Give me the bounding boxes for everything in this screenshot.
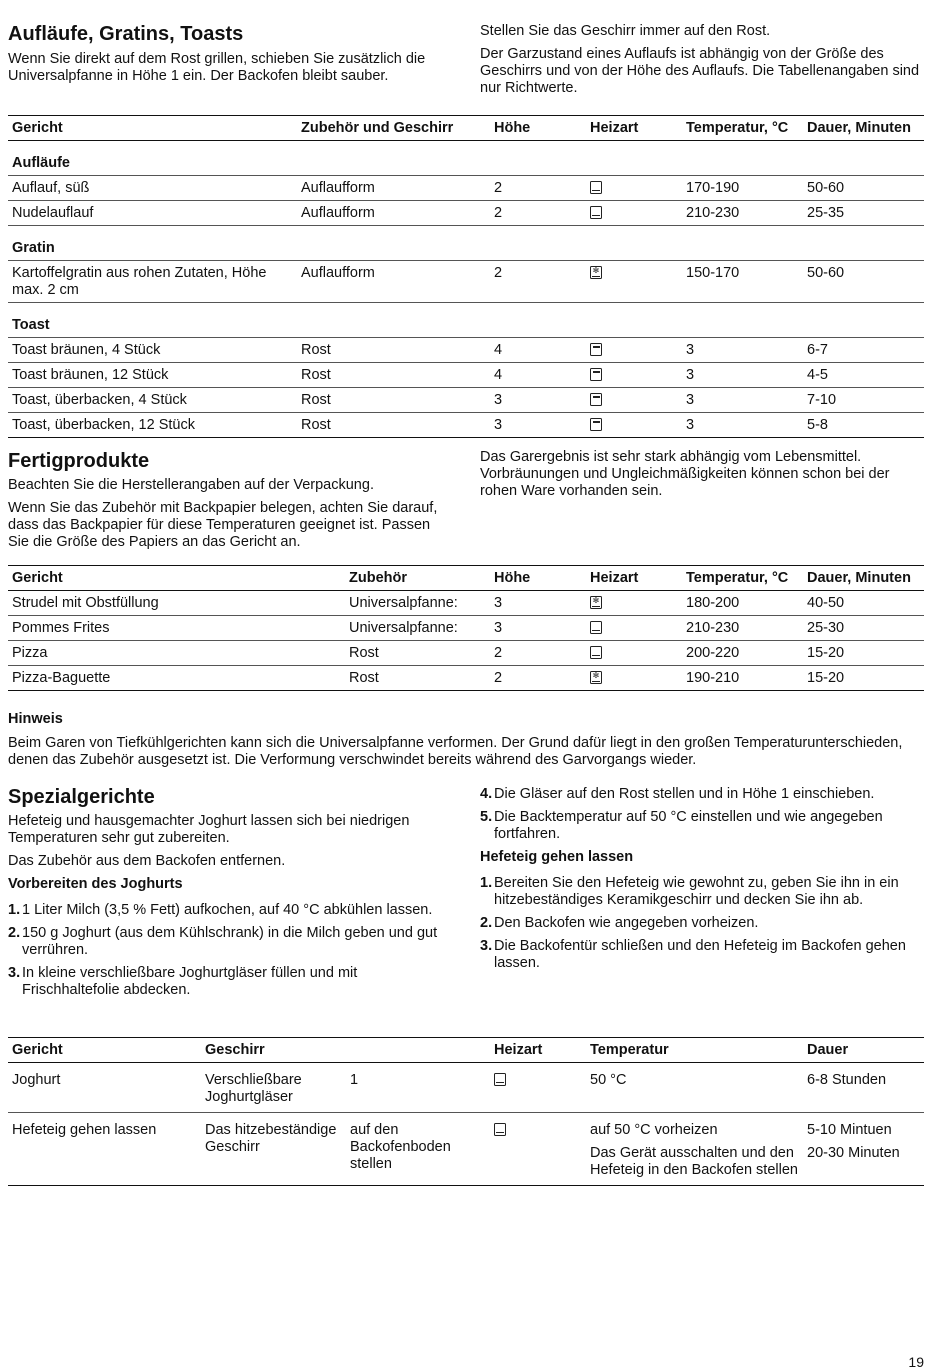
cell-duration: 50-60 [803, 261, 924, 303]
note-title: Hinweis [8, 711, 63, 727]
cell-dish: Pizza [8, 641, 345, 666]
section-title-spezial: Spezialgerichte [8, 786, 155, 808]
cell-temperature: 3 [682, 413, 803, 438]
cell-temperature: 3 [682, 363, 803, 388]
step-number: 5. [480, 809, 493, 825]
cell-heating-mode [586, 641, 682, 666]
cell-dish: Pommes Frites [8, 616, 345, 641]
cell-accessory: Universalpfanne: [345, 591, 490, 616]
cell-level: 3 [490, 388, 586, 413]
column-header: Heizart [586, 566, 682, 591]
cell-duration: 50-60 [803, 176, 924, 201]
step-number: 1. [480, 875, 493, 891]
cell-dish: Toast bräunen, 4 Stück [8, 338, 297, 363]
column-header: Höhe [490, 566, 586, 591]
step-item [8, 902, 448, 919]
table-row [8, 176, 924, 201]
column-header: Temperatur [586, 1038, 803, 1063]
steps-joghurt-cont [480, 786, 926, 843]
intro-text: Stellen Sie das Geschirr immer auf den Rost. [480, 23, 771, 39]
spezial-right [480, 786, 926, 978]
cell-accessory: Rost [297, 363, 490, 388]
cell-dish: Toast, überbacken, 4 Stück [8, 388, 297, 413]
cell-duration [803, 1113, 924, 1186]
cell-heating-mode [586, 176, 682, 201]
cell-dish: Kartoffelgratin aus rohen Zutaten, Höhe max. 2 cm [8, 261, 297, 303]
step-number: 3. [480, 938, 493, 954]
cell-accessory: Rost [297, 413, 490, 438]
table-row [8, 338, 924, 363]
cell-heating-mode [586, 363, 682, 388]
column-header: Heizart [490, 1038, 586, 1063]
intro-text: Wenn Sie das Zubehör mit Backpapier belegen, achten Sie darauf, dass das Backpapier für diese Temperaturen geeignet ist. Passen Sie die Größe des Papiers an das Gericht an. [8, 500, 438, 550]
cell-duration: 4-5 [803, 363, 924, 388]
bottom-heat-icon [590, 621, 602, 634]
cell-accessory: Auflaufform [297, 201, 490, 226]
column-header: Zubehör [345, 566, 490, 591]
step-text: 150 g Joghurt (aus dem Kühlschrank) in die Milch geben und gut verrühren. [22, 925, 438, 958]
gratin-table [8, 115, 924, 438]
table-row [8, 1113, 924, 1186]
bottom-heat-icon [590, 646, 602, 659]
duration-value: 5-10 Mintuen [807, 1122, 892, 1138]
cell-position: 1 [346, 1063, 490, 1113]
cell-temperature: 3 [682, 338, 803, 363]
table-row [8, 363, 924, 388]
group-label: Aufläufe [8, 141, 924, 176]
cell-duration: 5-8 [803, 413, 924, 438]
intro-text: Beachten Sie die Herstellerangaben auf der Verpackung. [8, 477, 374, 493]
intro-left-gratins [8, 51, 448, 91]
duration-value: 6-8 Stunden [807, 1072, 887, 1088]
step-number: 2. [480, 915, 493, 931]
cell-heating-mode [586, 616, 682, 641]
cell-position: auf den Backofenboden stellen [346, 1113, 490, 1186]
column-header: Dauer [803, 1038, 924, 1063]
step-text: 1 Liter Milch (3,5 % Fett) aufkochen, auf 40 °C abkühlen lassen. [22, 902, 433, 918]
table-row [8, 261, 924, 303]
column-header: Dauer, Minuten [803, 116, 924, 141]
note-text: Beim Garen von Tiefkühlgerichten kann sich die Universalpfanne verformen. Der Grund dafür liegt in den großen Temperaturunterschieden, denen das Zubehör ausgesetzt ist. Die Verformung verschwindet bereits während des Garvorgangs wieder. [8, 735, 903, 768]
column-header: Höhe [490, 116, 586, 141]
cell-temperature: 210-230 [682, 201, 803, 226]
cell-heating-mode [586, 413, 682, 438]
cell-level: 2 [490, 176, 586, 201]
temperature-value: 50 °C [590, 1072, 627, 1088]
table-row [8, 388, 924, 413]
cell-temperature: 180-200 [682, 591, 803, 616]
cell-dish: Auflauf, süß [8, 176, 297, 201]
cell-accessory: Universalpfanne: [345, 616, 490, 641]
cell-level: 2 [490, 641, 586, 666]
bottom-heat-icon [590, 181, 602, 194]
table-row [8, 1063, 924, 1113]
temperature-value-2: Das Gerät ausschalten und den Hefeteig in den Backofen stellen [590, 1145, 798, 1178]
table-row [8, 413, 924, 438]
cell-container: Das hitzebeständige Geschirr [201, 1113, 346, 1186]
cell-level: 3 [490, 591, 586, 616]
step-item [480, 786, 926, 803]
cell-dish: Strudel mit Obstfüllung [8, 591, 345, 616]
grill-icon [590, 393, 602, 406]
bottom-heat-icon [494, 1073, 506, 1086]
fan-heat-icon [590, 671, 602, 684]
section-title-gratins: Aufläufe, Gratins, Toasts [8, 23, 244, 45]
column-header: Temperatur, °C [682, 116, 803, 141]
cell-dish: Joghurt [8, 1063, 201, 1113]
cell-accessory: Auflaufform [297, 261, 490, 303]
cell-temperature [586, 1113, 803, 1186]
cell-dish: Nudelauflauf [8, 201, 297, 226]
bottom-heat-icon [494, 1123, 506, 1136]
cell-level: 2 [490, 666, 586, 691]
cell-level: 4 [490, 363, 586, 388]
cell-heating-mode [586, 261, 682, 303]
spezial-table [8, 1037, 924, 1186]
step-number: 2. [8, 925, 21, 941]
group-label: Gratin [8, 226, 924, 261]
step-item [480, 875, 926, 909]
cell-duration: 15-20 [803, 641, 924, 666]
cell-accessory: Rost [345, 666, 490, 691]
column-header [346, 1038, 490, 1063]
section-title-fertigprodukte: Fertigprodukte [8, 450, 150, 472]
cell-dish: Toast bräunen, 12 Stück [8, 363, 297, 388]
intro-text: Das Zubehör aus dem Backofen entfernen. [8, 853, 286, 869]
cell-level: 2 [490, 201, 586, 226]
grill-icon [590, 368, 602, 381]
fan-heat-icon [590, 596, 602, 609]
step-text: Den Backofen wie angegeben vorheizen. [494, 915, 759, 931]
cell-dish: Pizza-Baguette [8, 666, 345, 691]
group-row [8, 226, 924, 261]
cell-heating-mode [586, 666, 682, 691]
cell-accessory: Rost [297, 388, 490, 413]
cell-accessory: Auflaufform [297, 176, 490, 201]
temperature-value: auf 50 °C vorheizen [590, 1122, 718, 1138]
column-header: Temperatur, °C [682, 566, 803, 591]
cell-level: 4 [490, 338, 586, 363]
column-header: Zubehör und Geschirr [297, 116, 490, 141]
bottom-heat-icon [590, 206, 602, 219]
intro-text: Das Garergebnis ist sehr stark abhängig vom Lebensmittel. Vorbräunungen und Ungleichmäßigkeiten können schon bei der rohen Ware vorhanden sein. [480, 449, 890, 499]
intro-right-gratins [480, 23, 920, 103]
cell-accessory: Rost [297, 338, 490, 363]
duration-value-2: 20-30 Minuten [807, 1145, 900, 1161]
step-text: Bereiten Sie den Hefeteig wie gewohnt zu, geben Sie ihn in ein hitzebeständiges Keramikgeschirr und decken Sie ihn ab. [494, 875, 899, 908]
intro-text: Hefeteig und hausgemachter Joghurt lassen sich bei niedrigen Temperaturen sehr gut zubereiten. [8, 813, 410, 846]
cell-duration: 25-30 [803, 616, 924, 641]
cell-duration [803, 1063, 924, 1113]
step-text: Die Backofentür schließen und den Hefeteig im Backofen gehen lassen. [494, 938, 906, 971]
group-label: Toast [8, 303, 924, 338]
column-header: Gericht [8, 116, 297, 141]
cell-temperature: 3 [682, 388, 803, 413]
cell-temperature [586, 1063, 803, 1113]
intro-text: Wenn Sie direkt auf dem Rost grillen, schieben Sie zusätzlich die Universalpfanne in Höhe 1 ein. Der Backofen bleibt sauber. [8, 51, 426, 84]
step-item [8, 925, 448, 959]
intro-left-fertig [8, 477, 448, 557]
cell-accessory: Rost [345, 641, 490, 666]
column-header: Gericht [8, 1038, 201, 1063]
cell-container: Verschließbare Joghurtgläser [201, 1063, 346, 1113]
intro-right-fertig [480, 449, 920, 506]
column-header: Gericht [8, 566, 345, 591]
table-row [8, 666, 924, 691]
cell-duration: 15-20 [803, 666, 924, 691]
cell-temperature: 210-230 [682, 616, 803, 641]
step-item [480, 809, 926, 843]
page-number: 19 [908, 1354, 924, 1370]
cell-level: 2 [490, 261, 586, 303]
cell-duration: 40-50 [803, 591, 924, 616]
step-number: 1. [8, 902, 21, 918]
subheading-hefeteig: Hefeteig gehen lassen [480, 849, 634, 865]
spezial-left [8, 813, 448, 1005]
steps-hefeteig [480, 875, 926, 972]
table-row [8, 641, 924, 666]
cell-temperature: 200-220 [682, 641, 803, 666]
step-text: In kleine verschließbare Joghurtgläser füllen und mit Frischhaltefolie abdecken. [22, 965, 358, 998]
cell-level: 3 [490, 413, 586, 438]
cell-duration: 6-7 [803, 338, 924, 363]
table-row [8, 616, 924, 641]
cell-heating-mode [586, 388, 682, 413]
cell-heating-mode [490, 1113, 586, 1186]
cell-temperature: 150-170 [682, 261, 803, 303]
cell-dish: Hefeteig gehen lassen [8, 1113, 201, 1186]
step-item [480, 915, 926, 932]
column-header: Heizart [586, 116, 682, 141]
fan-heat-icon [590, 266, 602, 279]
grill-icon [590, 418, 602, 431]
cell-dish: Toast, überbacken, 12 Stück [8, 413, 297, 438]
step-number: 4. [480, 786, 493, 802]
table-row [8, 201, 924, 226]
cell-heating-mode [586, 201, 682, 226]
step-text: Die Backtemperatur auf 50 °C einstellen und wie angegeben fortfahren. [494, 809, 883, 842]
cell-duration: 7-10 [803, 388, 924, 413]
step-text: Die Gläser auf den Rost stellen und in Höhe 1 einschieben. [494, 786, 875, 802]
group-row [8, 141, 924, 176]
steps-joghurt [8, 902, 448, 999]
cell-heating-mode [586, 338, 682, 363]
cell-heating-mode [490, 1063, 586, 1113]
grill-icon [590, 343, 602, 356]
cell-duration: 25-35 [803, 201, 924, 226]
step-item [480, 938, 926, 972]
step-number: 3. [8, 965, 21, 981]
column-header: Geschirr [201, 1038, 346, 1063]
group-row [8, 303, 924, 338]
column-header: Dauer, Minuten [803, 566, 924, 591]
cell-heating-mode [586, 591, 682, 616]
cell-temperature: 190-210 [682, 666, 803, 691]
step-item [8, 965, 448, 999]
cell-level: 3 [490, 616, 586, 641]
cell-temperature: 170-190 [682, 176, 803, 201]
fertig-table [8, 565, 924, 691]
table-row [8, 591, 924, 616]
subheading-joghurt: Vorbereiten des Joghurts [8, 876, 183, 892]
intro-text: Der Garzustand eines Auflaufs ist abhängig von der Größe des Geschirrs und von der Höhe des Auflaufs. Die Tabellenangaben sind nur Richtwerte. [480, 46, 920, 96]
